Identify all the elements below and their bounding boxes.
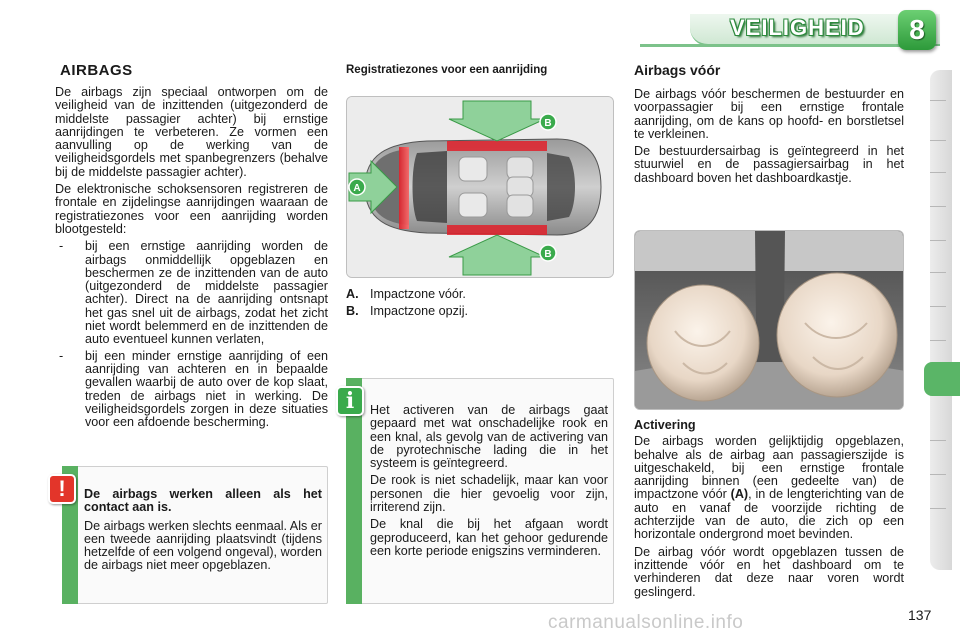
chapter-tab-divider [930, 508, 946, 509]
warning-icon: ! [48, 474, 76, 504]
list-item [55, 240, 328, 346]
passenger-airbag [777, 273, 897, 397]
impact-zone-legend [346, 286, 468, 320]
zone-label-b-bottom: B [544, 249, 552, 260]
legend-text: Impactzone vóór. [370, 287, 466, 301]
impact-zone-a-ref: (A) [730, 487, 749, 502]
chapter-tab-divider [930, 440, 946, 441]
activation-text-a: De airbags worden gelijktijdig opgeblazen, behalve als de airbag aan passagierszijde is uitgeschakeld, bij een ernstige frontale aanrijding binnen (een gedeelte van) de impactzone vóór [634, 434, 904, 502]
info-paragraph: De rook is niet schadelijk, maar kan voor personen die hier gevoelig voor zijn, irriterend zijn. [370, 473, 608, 515]
sensors-paragraph: De elektronische schoksensoren registreren de frontale en zijdelingse aanrijdingen waaraan de registratiezones voor een aanrijding worden blootgesteld: [55, 182, 328, 236]
zone-label-a: A [353, 183, 361, 194]
activation-paragraph: De airbag vóór wordt opgeblazen tussen de inzittende vóór en het dashboard om te verhinderen dat deze naar voren wordt geslingerd. [634, 544, 904, 599]
section-heading-front-airbags: Airbags vóór [634, 62, 721, 78]
section-heading-impact-zones: Registratiezones voor een aanrijding [346, 64, 548, 76]
deployed-airbags-photo [634, 230, 904, 410]
chapter-tab-divider [930, 240, 946, 241]
chapter-index-strip [930, 70, 952, 570]
info-icon: i [336, 386, 364, 416]
header-divider [640, 44, 910, 47]
legend-row [346, 286, 468, 303]
front-airbags-paragraph: De airbags vóór beschermen de bestuurder en voorpassagier bij een ernstige frontale aanrijding, om de kans op hoofd- en borstletsel te verkleinen. [634, 87, 904, 141]
info-text [370, 404, 608, 562]
legend-row [346, 303, 468, 320]
active-chapter-tab[interactable] [924, 362, 960, 396]
warning-text [84, 488, 322, 573]
front-airbags-paragraph: De bestuurdersairbag is geïntegreerd in het stuurwiel en de passagiersairbag in het dashboard boven het dashboardkastje. [634, 144, 904, 185]
warning-body: De airbags werken slechts eenmaal. Als er een tweede aanrijding plaatsvindt (tijdens hetzelfde of een volgend ongeval), worden de airbags niet meer opgeblazen. [84, 518, 322, 573]
legend-key: A. [346, 287, 359, 301]
chapter-tab-divider [930, 474, 946, 475]
legend-key: B. [346, 304, 359, 318]
chapter-tab-divider [930, 100, 946, 101]
chapter-tab-divider [930, 340, 946, 341]
zone-label-b-top: B [544, 118, 552, 129]
chapter-tab-divider [930, 140, 946, 141]
impact-zones-diagram [346, 96, 614, 278]
activation-section [634, 419, 904, 603]
warning-title: De airbags werken alleen als het contact aan is. [84, 487, 322, 515]
list-dash: - [59, 239, 64, 254]
chapter-tab-divider [930, 306, 946, 307]
info-paragraph: De knal die bij het afgaan wordt geproduceerd, kan het gehoor gedurende een korte periode enigszins verminderen. [370, 517, 608, 558]
chapter-tab-divider [930, 172, 946, 173]
legend-text: Impactzone opzij. [370, 304, 469, 318]
chapter-tab-divider [930, 272, 946, 273]
airbags-intro-text [55, 86, 328, 432]
list-item [55, 350, 328, 430]
chapter-title: VEILIGHEID [730, 15, 865, 40]
section-heading-airbags: AIRBAGS [60, 62, 133, 79]
list-dash: - [59, 348, 64, 363]
chapter-tab-divider [930, 206, 946, 207]
car-top-view-illustration [347, 97, 614, 278]
list-item-text: bij een minder ernstige aanrijding of een aanrijding van achteren en in bepaalde gevallen waarbij de auto over de kop slaat, treden de airbags niet in werking. De veiligheidsgordels zorgen in deze situaties voor een afdoende bescherming. [85, 348, 328, 430]
activation-heading: Activering [634, 418, 696, 432]
info-paragraph: Het activeren van de airbags gaat gepaard met wat onschadelijke rook en een knal, als gevolg van de activering van de pyrotechnische lading die in het systeem is geïntegreerd. [370, 403, 608, 471]
deployed-airbags-illustration [635, 231, 904, 410]
chapter-number-badge: 8 [898, 10, 936, 50]
intro-paragraph: De airbags zijn speciaal ontworpen om de veiligheid van de inzittenden (uitgezonderd de middelste passagier achter) bij ernstige aanrijdingen te verbeteren. Ze vormen een aanvulling op de werking van de veiligheidsgordels met spanbegrenzers (behalve bij de middelste passagier achter). [55, 85, 328, 179]
list-item-text: bij een ernstige aanrijding worden de airbags onmiddellijk opgeblazen en beschermen ze de inzittenden van de auto (uitgezonderd de middelste passagier achter). Direct na de aanrijding ontsnapt het gas snel uit de airbags, zodat het zicht niet wordt belemmerd en de inzittenden de auto eventueel kunnen verlaten, [85, 239, 328, 347]
page-number: 137 [908, 607, 932, 623]
front-airbags-text [634, 88, 904, 189]
watermark-text: carmanualsonline.info [548, 612, 744, 633]
driver-airbag [647, 285, 759, 401]
activation-paragraph [634, 435, 904, 541]
activation-text-b: , in de lengterichting van de auto en vanaf de voorzijde richting de achterzijde van de auto, die zich op een horizontale ondergrond moet bevinden. [634, 487, 904, 542]
